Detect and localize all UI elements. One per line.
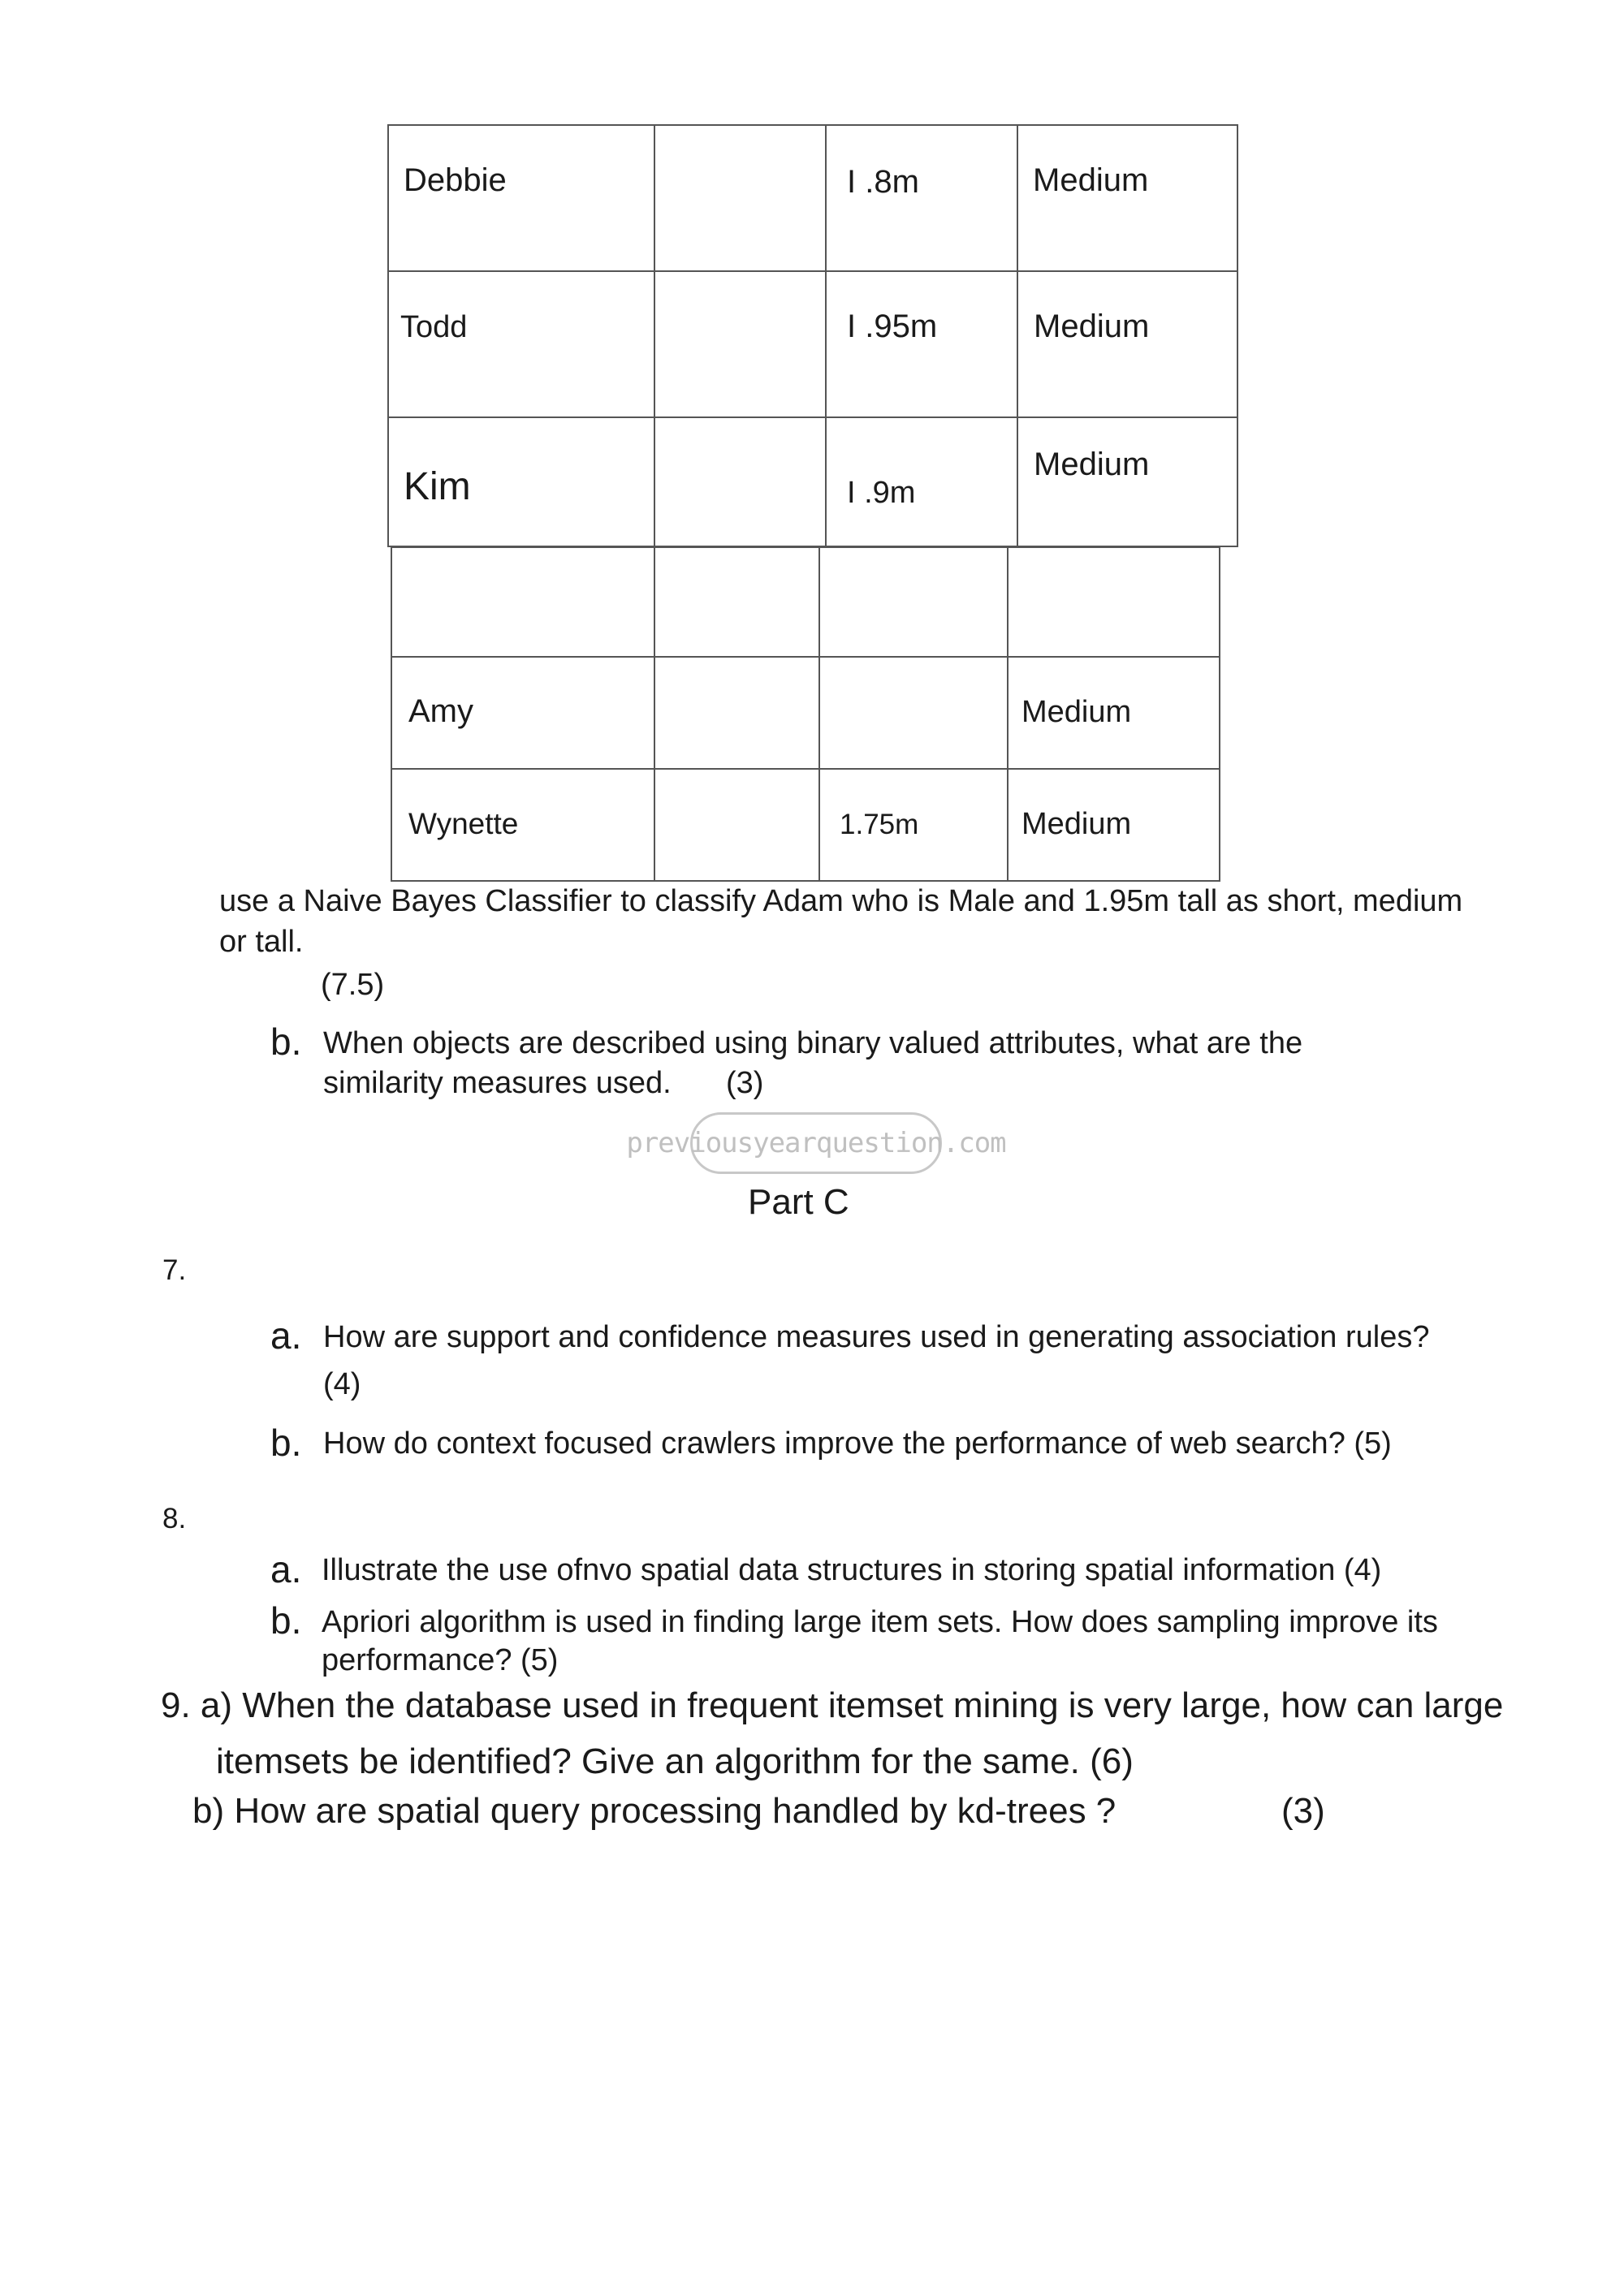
sub-question-letter: b. xyxy=(270,1422,302,1464)
table-cell-name: Wynette xyxy=(408,807,519,840)
table-cell-class: Medium xyxy=(1033,162,1149,198)
table-cell xyxy=(654,416,827,547)
question-text: itemsets be identified? Give an algorithm for the same. (6) xyxy=(216,1741,1134,1781)
question-number: 8. xyxy=(162,1503,187,1534)
table-cell xyxy=(654,270,827,418)
table-cell xyxy=(654,546,820,658)
table-cell xyxy=(1007,546,1220,658)
watermark-text: previousyearquestion.com xyxy=(626,1127,1006,1159)
table-cell xyxy=(818,546,1009,658)
question-text: Illustrate the use ofnvo spatial data structures in storing spatial information (4) xyxy=(322,1553,1382,1587)
table-cell-height: I .9m xyxy=(847,476,916,510)
question-text: 9. a) When the database used in frequent itemset mining is very large, how can large xyxy=(161,1685,1504,1725)
table-cell xyxy=(654,124,827,272)
table-cell-height: I .8m xyxy=(847,164,919,200)
question-text: Apriori algorithm is used in finding large item sets. How does sampling improve its xyxy=(322,1605,1438,1639)
watermark-logo xyxy=(626,1112,1006,1174)
table-cell xyxy=(654,656,820,770)
question-text: b) How are spatial query processing handled by kd-trees ? xyxy=(192,1791,1116,1831)
table-cell-name: Todd xyxy=(400,310,468,344)
question-text: performance? (5) xyxy=(322,1643,559,1677)
question-text: use a Naive Bayes Classifier to classify Adam who is Male and 1.95m tall as short, medium xyxy=(219,884,1463,918)
section-heading: Part C xyxy=(748,1182,849,1222)
table-cell xyxy=(818,656,1009,770)
question-text: How do context focused crawlers improve the performance of web search? (5) xyxy=(323,1426,1392,1461)
question-marks: (7.5) xyxy=(321,968,385,1002)
table-cell-class: Medium xyxy=(1021,695,1132,729)
sub-question-letter: b. xyxy=(270,1599,302,1642)
question-text: When objects are described using binary valued attributes, what are the xyxy=(323,1026,1303,1060)
question-marks: (3) xyxy=(1281,1791,1325,1831)
question-marks: (3) xyxy=(726,1066,764,1100)
table-cell-name: Amy xyxy=(408,693,473,729)
table-cell-name: Debbie xyxy=(404,162,507,198)
table-cell-height: I .95m xyxy=(847,309,938,344)
question-number: 7. xyxy=(162,1254,187,1286)
question-text: or tall. xyxy=(219,925,304,959)
table-cell xyxy=(654,768,820,882)
table-cell xyxy=(391,546,655,658)
question-text: How are support and confidence measures used in generating association rules? xyxy=(323,1320,1430,1354)
table-cell-height: 1.75m xyxy=(840,809,919,840)
table-cell-name: Kim xyxy=(404,465,471,508)
sub-question-letter: b. xyxy=(270,1021,302,1063)
table-cell-class: Medium xyxy=(1021,807,1132,841)
question-text: similarity measures used. xyxy=(323,1066,672,1100)
sub-question-letter: a. xyxy=(270,1314,302,1357)
question-marks: (4) xyxy=(323,1367,361,1401)
table-cell-class: Medium xyxy=(1034,309,1150,344)
table-cell-class: Medium xyxy=(1034,447,1150,482)
sub-question-letter: a. xyxy=(270,1548,302,1590)
